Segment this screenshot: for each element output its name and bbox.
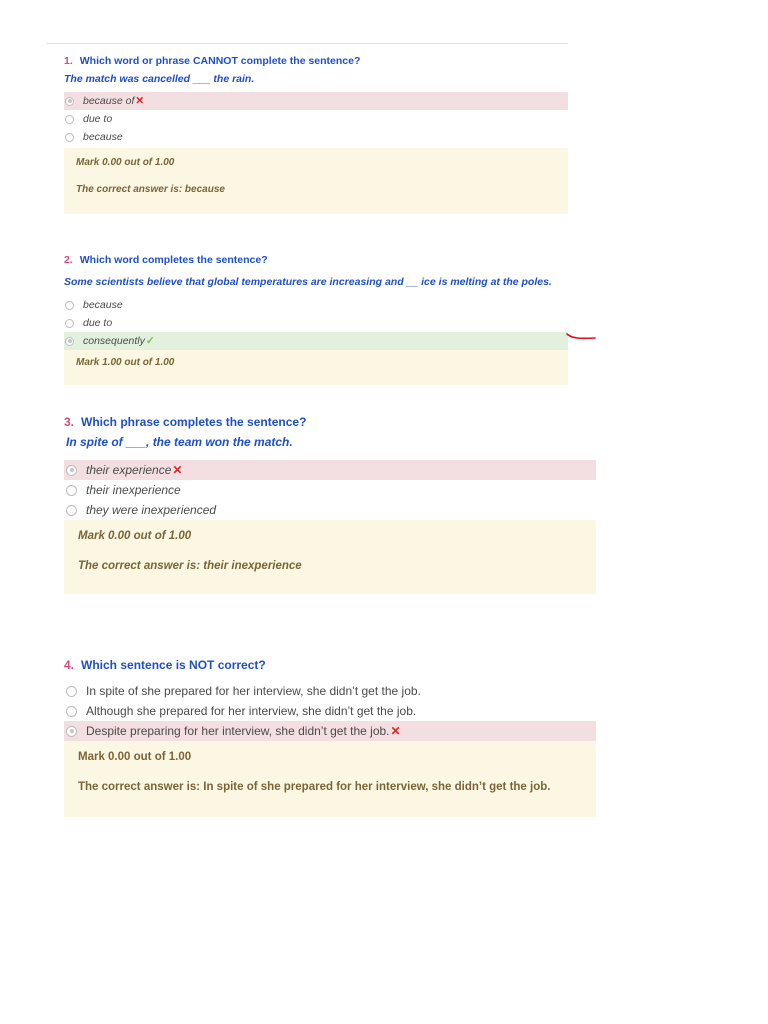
- correct-answer-text: The correct answer is: because: [76, 184, 225, 195]
- answer-option[interactable]: [64, 332, 568, 350]
- question-3: [64, 415, 596, 594]
- mark-text: Mark 1.00 out of 1.00: [76, 357, 175, 368]
- question-number: 4.: [64, 658, 75, 672]
- question-sentence: In spite of ___, the team won the match.: [66, 435, 293, 449]
- answer-option[interactable]: [64, 314, 568, 332]
- option-label: Despite preparing for her interview, she didn’t get the job.: [86, 724, 390, 738]
- answer-option[interactable]: [64, 500, 596, 520]
- question-header: [64, 658, 596, 676]
- answer-option[interactable]: [64, 128, 568, 146]
- radio-button[interactable]: [66, 485, 77, 496]
- radio-button[interactable]: [65, 115, 74, 124]
- question-4: [64, 658, 596, 817]
- question-number: 2.: [64, 254, 73, 266]
- radio-button-selected[interactable]: [65, 97, 74, 106]
- option-label: due to: [83, 113, 113, 125]
- option-label: Although she prepared for her interview, she didn’t get the job.: [86, 704, 417, 718]
- feedback-box: [64, 148, 568, 214]
- mark-text: Mark 0.00 out of 1.00: [78, 530, 192, 542]
- option-label: because: [83, 299, 123, 311]
- option-label: due to: [83, 317, 113, 329]
- incorrect-cross-icon: ✕: [135, 95, 145, 107]
- question-prompt: Which word completes the sentence?: [79, 254, 268, 266]
- answer-options: [64, 681, 596, 741]
- feedback-box: [64, 520, 596, 594]
- radio-button[interactable]: [66, 686, 77, 697]
- answer-options: [64, 92, 568, 146]
- radio-button[interactable]: [65, 301, 74, 310]
- correct-answer-text: The correct answer is: their inexperience: [78, 560, 302, 572]
- mark-text: Mark 0.00 out of 1.00: [78, 751, 192, 763]
- radio-button-selected[interactable]: [66, 726, 77, 737]
- question-prompt: Which phrase completes the sentence?: [81, 415, 307, 429]
- answer-option[interactable]: [64, 110, 568, 128]
- question-prompt: Which word or phrase CANNOT complete the sentence?: [79, 55, 361, 67]
- question-header: [64, 415, 596, 433]
- answer-options: [64, 296, 568, 350]
- pen-annotation-mark: [565, 330, 597, 344]
- question-prompt: Which sentence is NOT correct?: [81, 658, 266, 672]
- question-number: 3.: [64, 415, 75, 429]
- answer-option[interactable]: [64, 92, 568, 110]
- option-label: because: [83, 131, 123, 143]
- option-label: their inexperience: [86, 483, 181, 497]
- answer-option[interactable]: [64, 480, 596, 500]
- feedback-box: [64, 350, 568, 385]
- option-label: consequently: [83, 335, 145, 347]
- top-divider: [46, 43, 568, 44]
- mark-text: Mark 0.00 out of 1.00: [76, 157, 175, 168]
- question-sentence: Some scientists believe that global temperatures are increasing and __ ice is melting at the poles.: [64, 276, 552, 288]
- answer-options: [64, 460, 596, 520]
- radio-button[interactable]: [66, 706, 77, 717]
- option-label: because of: [83, 95, 135, 107]
- question-number: 1.: [64, 55, 73, 67]
- question-header: [64, 254, 568, 272]
- radio-button[interactable]: [65, 319, 74, 328]
- option-label: In spite of she prepared for her interview, she didn’t get the job.: [86, 684, 421, 698]
- question-1: [64, 55, 568, 214]
- option-label: their experience: [86, 463, 172, 477]
- option-label: they were inexperienced: [86, 503, 217, 517]
- correct-tick-icon: ✓: [145, 335, 155, 347]
- radio-button[interactable]: [65, 133, 74, 142]
- answer-option[interactable]: [64, 701, 596, 721]
- radio-button-selected[interactable]: [66, 465, 77, 476]
- answer-option[interactable]: [64, 681, 596, 701]
- question-sentence: The match was cancelled ___ the rain.: [64, 73, 255, 85]
- incorrect-cross-icon: ✕: [172, 463, 183, 477]
- radio-button[interactable]: [66, 505, 77, 516]
- answer-option[interactable]: [64, 721, 596, 741]
- correct-answer-text: The correct answer is: In spite of she prepared for her interview, she didn’t get the job.: [78, 781, 551, 793]
- answer-option[interactable]: [64, 296, 568, 314]
- question-2: [64, 254, 568, 385]
- radio-button-selected[interactable]: [65, 337, 74, 346]
- feedback-box: [64, 741, 596, 817]
- question-header: [64, 55, 568, 71]
- answer-option[interactable]: [64, 460, 596, 480]
- incorrect-cross-icon: ✕: [390, 724, 401, 738]
